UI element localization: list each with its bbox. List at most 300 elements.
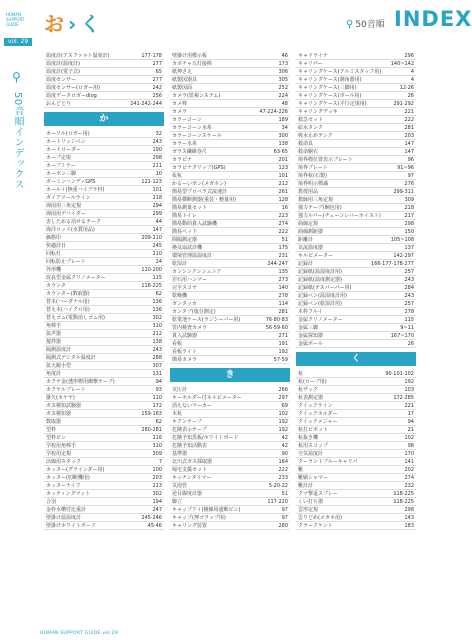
entry-name: 曲線定規 xyxy=(298,221,319,227)
entry-name: 看板ライト xyxy=(172,349,197,355)
entry-page: 257 xyxy=(404,301,414,307)
index-column-2 xyxy=(170,52,290,530)
entry-page: 203 xyxy=(404,133,414,139)
entry-name: カラビナグリップ(GPS) xyxy=(172,165,226,171)
entry-name: 距離計 xyxy=(298,237,314,243)
entry-page: 284 xyxy=(404,285,414,291)
entry-page: 150 xyxy=(404,229,414,235)
entry-name: 管内検査カメラ xyxy=(172,325,208,331)
index-entry xyxy=(170,442,290,450)
index-entry xyxy=(296,466,416,474)
index-entry xyxy=(170,434,290,442)
index-column-3 xyxy=(296,52,416,530)
entry-page: 302 xyxy=(152,315,162,321)
entry-name: 気泡管 xyxy=(172,483,188,489)
entry-name: 害しためる消せるテーク xyxy=(46,219,102,225)
entry-page: 306 xyxy=(278,69,288,75)
entry-name: 簡易カメラ xyxy=(172,357,198,363)
entry-page: 261 xyxy=(278,189,288,195)
index-entry xyxy=(296,228,416,236)
index-entry xyxy=(296,268,416,276)
index-entry xyxy=(296,196,416,204)
entry-page: 159·163 xyxy=(141,411,162,417)
entry-name: カラーコーン xyxy=(172,117,202,123)
entry-name: 金属探知器 xyxy=(298,333,324,339)
entry-page: 201 xyxy=(278,157,288,163)
entry-name: 危険表示テープ xyxy=(172,427,207,433)
entry-page: 298 xyxy=(404,507,414,513)
index-entry xyxy=(170,308,290,316)
entry-page: 65 xyxy=(155,69,162,75)
entry-name: 逆目緯度計器 xyxy=(172,491,203,497)
entry-name: カンタブ(塩分測定) xyxy=(172,309,216,315)
index-entry xyxy=(296,426,416,434)
list-group-ki-cont xyxy=(296,52,416,348)
entry-page: 103 xyxy=(404,387,414,393)
entry-page: 100 xyxy=(152,467,162,473)
entry-name: 替え木(ハイクロ用) xyxy=(46,307,90,313)
entry-name: 学校用定規 xyxy=(46,451,72,457)
entry-page: 44 xyxy=(155,219,162,225)
entry-name: 境界杭(石製) xyxy=(298,173,327,179)
entry-name: 温度計(電子式) xyxy=(46,69,80,75)
entry-page: 42 xyxy=(281,435,288,441)
entry-name: 型枠 xyxy=(46,427,57,433)
entry-name: 拡声器 xyxy=(46,331,62,337)
entry-name: 簡易ベッド xyxy=(172,229,198,235)
order-text: 50音順 xyxy=(355,20,385,30)
index-entry xyxy=(44,274,164,282)
entry-name: 看板 xyxy=(172,341,183,347)
index-entry xyxy=(170,252,290,260)
index-entry xyxy=(170,60,290,68)
entry-page: 274 xyxy=(404,475,414,481)
entry-name: キャップ(押ゴラップ用) xyxy=(172,515,226,521)
entry-page: 97 xyxy=(281,515,288,521)
entry-name: 杭ザック xyxy=(298,387,318,393)
entry-page: 192 xyxy=(278,419,288,425)
index-entry xyxy=(296,164,416,172)
entry-name: カクヤ金(透形標用衝撃テープ) xyxy=(46,379,115,385)
list-group-on xyxy=(44,52,164,108)
entry-page: 34 xyxy=(281,125,288,131)
index-entry xyxy=(170,172,290,180)
index-entry xyxy=(296,498,416,506)
index-entry xyxy=(44,68,164,76)
index-entry xyxy=(44,138,164,146)
index-entry xyxy=(296,108,416,116)
index-entry xyxy=(170,124,290,132)
index-entry xyxy=(296,188,416,196)
index-entry xyxy=(170,100,290,108)
index-entry xyxy=(44,100,164,108)
entry-page: 299·311 xyxy=(393,189,414,195)
index-entry xyxy=(296,482,416,490)
index-entry xyxy=(170,394,290,402)
kana-end: く xyxy=(80,12,105,36)
index-entry xyxy=(170,522,290,530)
entry-page: 170 xyxy=(404,451,414,457)
entry-page: 203 xyxy=(152,475,162,481)
entry-page: 266 xyxy=(278,387,288,393)
entry-name: クイックライン xyxy=(298,403,333,409)
index-entry xyxy=(44,178,164,186)
index-entry xyxy=(44,218,164,226)
index-entry xyxy=(296,292,416,300)
entry-page: 222 xyxy=(404,117,414,123)
entry-page: 115 xyxy=(404,317,414,323)
entry-name: 紙押さえ xyxy=(172,69,193,75)
entry-name: 海図用三角定規 xyxy=(46,203,82,209)
entry-page: 141 xyxy=(404,459,414,465)
entry-page: 212 xyxy=(152,331,162,337)
entry-page: 110 xyxy=(152,395,162,401)
entry-page: 21 xyxy=(407,427,414,433)
entry-name: ガラス繊維巻尺 xyxy=(172,149,207,155)
index-entry xyxy=(170,340,290,348)
entry-page: 278 xyxy=(404,309,414,315)
index-entry xyxy=(170,300,290,308)
index-entry xyxy=(170,228,290,236)
entry-name: 給水タンク xyxy=(298,125,323,131)
entry-name: 価格印 xyxy=(46,235,62,241)
entry-name: 合羽 xyxy=(46,499,57,505)
entry-name: 学校用角棒手 xyxy=(46,443,77,449)
index-entry xyxy=(296,506,416,514)
entry-name: キルビメーター xyxy=(298,253,333,259)
index-entry xyxy=(44,514,164,522)
entry-name: 救急セット xyxy=(298,117,324,123)
index-entry xyxy=(44,402,164,410)
entry-name: 紙製図面 xyxy=(172,85,193,91)
entry-name: キャリングケース(測角器用) xyxy=(298,77,362,83)
entry-name: 快適計日 xyxy=(46,243,67,249)
entry-name: キッチンタイマー xyxy=(172,475,212,481)
entry-name: 温度センサー xyxy=(46,77,77,83)
entry-name: おんどとり xyxy=(46,101,72,107)
index-entry xyxy=(296,244,416,252)
index-entry xyxy=(296,442,416,450)
entry-name: 壁掛け用標示板 xyxy=(172,53,208,59)
list-group-ki xyxy=(170,386,290,530)
index-entry xyxy=(44,322,164,330)
entry-name: くい打ち器 xyxy=(298,499,324,505)
index-entry xyxy=(296,370,416,378)
entry-page: 138 xyxy=(278,141,288,147)
section-header-ki: き xyxy=(170,368,290,382)
index-entry xyxy=(44,52,164,60)
entry-page: 243 xyxy=(404,293,414,299)
index-entry xyxy=(170,276,290,284)
entry-page: 309 xyxy=(152,451,162,457)
entry-name: 杭 xyxy=(298,371,304,377)
index-entry xyxy=(44,170,164,178)
entry-page: 247 xyxy=(152,507,162,513)
index-entry xyxy=(296,220,416,228)
index-entry xyxy=(170,92,290,100)
entry-page: 280 xyxy=(278,523,288,529)
entry-name: 杭抜き機 xyxy=(298,435,319,441)
entry-page: 307 xyxy=(152,363,162,369)
kana-start: お xyxy=(44,12,68,36)
entry-name: 金属ポール xyxy=(298,341,323,347)
entry-name: 簡易測量セット xyxy=(172,205,208,211)
entry-page: 118·225 xyxy=(141,283,162,289)
index-entry xyxy=(296,116,416,124)
index-entry xyxy=(296,180,416,188)
entry-name: 壁掛けホワイトボード xyxy=(46,523,96,529)
index-entry xyxy=(170,450,290,458)
entry-page: 136 xyxy=(152,307,162,313)
index-entry xyxy=(170,148,290,156)
entry-page: 51 xyxy=(281,237,288,243)
entry-page: 173 xyxy=(278,61,288,67)
entry-page: 305 xyxy=(278,77,288,83)
index-entry xyxy=(296,474,416,482)
entry-page: 135 xyxy=(278,269,288,275)
side-vertical-title: 50音順インデックス xyxy=(12,92,23,190)
entry-name: 角度計 xyxy=(46,371,62,377)
entry-page: 222 xyxy=(278,467,288,473)
entry-page: 32 xyxy=(155,131,162,137)
entry-page: 183 xyxy=(404,523,414,529)
index-entry xyxy=(44,474,164,482)
entry-page: 137 xyxy=(404,245,414,251)
entry-name: 危険予知黒板/ホワイトボード xyxy=(172,435,239,441)
entry-name: 気圧計 xyxy=(172,387,188,393)
entry-name: カッターナイフ xyxy=(46,483,81,489)
footer: HUMAN SUPPORT GUIDE vol.29 xyxy=(40,631,119,636)
index-entry xyxy=(296,522,416,530)
index-entry xyxy=(44,84,164,92)
entry-name: 海図用デバイダー xyxy=(46,211,86,217)
entry-page: 222 xyxy=(278,229,288,235)
entry-page: 274 xyxy=(278,221,288,227)
entry-name: 乾湿計 xyxy=(172,261,188,267)
entry-page: 280·281 xyxy=(141,427,162,433)
entry-page: 218 xyxy=(152,195,162,201)
index-entry xyxy=(296,514,416,522)
entry-name: カウンター(数取器) xyxy=(46,291,90,297)
entry-page: 277 xyxy=(152,77,162,83)
index-entry xyxy=(170,116,290,124)
index-entry xyxy=(44,266,164,274)
index-entry xyxy=(44,234,164,242)
index-entry xyxy=(44,314,164,322)
entry-page: 117·220 xyxy=(267,499,288,505)
entry-page: 211 xyxy=(152,163,162,169)
index-entry xyxy=(296,386,416,394)
index-entry xyxy=(170,268,290,276)
entry-name: ガス検知試験器 xyxy=(46,403,82,409)
entry-page: 128 xyxy=(278,197,288,203)
index-entry xyxy=(44,210,164,218)
index-entry xyxy=(296,300,416,308)
entry-page: 192 xyxy=(278,427,288,433)
entry-page: 278 xyxy=(278,293,288,299)
index-entry xyxy=(170,132,290,140)
index-entry xyxy=(44,60,164,68)
index-entry xyxy=(170,410,290,418)
entry-name: ガイアツールライン xyxy=(46,195,91,201)
entry-name: 替えゴム(電動消しゴム用) xyxy=(46,315,105,321)
entry-page: 42 xyxy=(281,443,288,449)
index-entry xyxy=(170,356,290,364)
entry-page: 147 xyxy=(404,141,414,147)
index-entry xyxy=(170,220,290,228)
side-tab-title: HUMAN SUPPORT GUIDE xyxy=(6,12,25,27)
entry-page: 281 xyxy=(278,309,288,315)
index-entry xyxy=(44,394,164,402)
index-entry xyxy=(296,84,416,92)
index-column-1 xyxy=(44,52,164,530)
section-header-ka: か xyxy=(44,112,164,126)
entry-page: 63·65 xyxy=(273,149,288,155)
entry-name: 回転防止プレート xyxy=(46,259,86,265)
entry-name: 乾燥機 xyxy=(172,293,188,299)
entry-name: 救命具 xyxy=(298,141,314,147)
entry-page: 194 xyxy=(152,499,162,505)
index-entry xyxy=(296,340,416,348)
index-entry xyxy=(44,242,164,250)
entry-name: 乾電池ケース(ラジシーバー用) xyxy=(172,317,241,323)
index-entry xyxy=(170,466,290,474)
entry-name: キャドライナ xyxy=(298,53,328,59)
entry-name: 杭用スコップ xyxy=(298,443,328,449)
index-entry xyxy=(44,386,164,394)
index-entry xyxy=(44,154,164,162)
index-entry xyxy=(296,284,416,292)
entry-page: 252 xyxy=(278,85,288,91)
kana-range xyxy=(44,8,104,37)
index-entry xyxy=(296,148,416,156)
index-entry xyxy=(296,140,416,148)
entry-name: 木枠フルイ xyxy=(298,309,323,315)
index-entry xyxy=(170,140,290,148)
index-entry xyxy=(44,306,164,314)
index-entry xyxy=(44,298,164,306)
entry-name: 簡易動的貫入試験機 xyxy=(172,221,218,227)
entry-name: カメ棒 xyxy=(172,101,188,107)
index-entry xyxy=(44,498,164,506)
entry-name: 消えないマーカー xyxy=(172,403,212,409)
entry-name: 強力ルパー(チェーンレバーホイスト) xyxy=(298,213,381,219)
index-entry xyxy=(170,348,290,356)
index-entry xyxy=(170,458,290,466)
magnifier-icon: ⚲ xyxy=(346,19,354,30)
entry-name: 回転灯 xyxy=(46,251,62,257)
entry-page: 172 xyxy=(152,403,162,409)
index-entry xyxy=(44,522,164,530)
entry-page: 302 xyxy=(152,491,162,497)
index-entry xyxy=(170,386,290,394)
entry-name: 靴計計 xyxy=(298,483,314,489)
entry-page: 167~170 xyxy=(390,333,414,339)
entry-page: 294 xyxy=(152,203,162,209)
index-entry xyxy=(170,490,290,498)
entry-name: 温度計(アスファルト温度計) xyxy=(46,53,110,59)
entry-name: 活線用スタック xyxy=(46,459,82,465)
entry-page: 309 xyxy=(404,197,414,203)
entry-name: 替木(ハーダナル用) xyxy=(46,299,90,305)
entry-page: 5·20·22 xyxy=(268,483,288,489)
page-header xyxy=(36,0,472,44)
index-entry xyxy=(296,52,416,60)
entry-name: カッター(グラインダー用) xyxy=(46,467,105,473)
entry-name: 撹拌器 xyxy=(46,339,62,345)
entry-name: キクンテーブ xyxy=(172,419,202,425)
entry-name: カウンタ xyxy=(46,283,66,289)
index-entry xyxy=(296,402,416,410)
entry-page: 242 xyxy=(152,85,162,91)
index-entry xyxy=(296,236,416,244)
entry-page: 291·292 xyxy=(393,101,414,107)
entry-name: 完全スコヤ xyxy=(172,285,198,291)
entry-name: 空気温度計 xyxy=(298,451,324,457)
index-entry xyxy=(170,498,290,506)
list-group-ku xyxy=(296,370,416,530)
entry-name: 貫入試験器 xyxy=(172,333,198,339)
entry-name: 金属三脚 xyxy=(298,325,319,331)
entry-page: 90·101·102 xyxy=(385,371,414,377)
index-entry xyxy=(44,378,164,386)
entry-page: 101 xyxy=(152,187,162,193)
entry-name: カラー水糸 xyxy=(172,141,198,147)
index-entry xyxy=(44,202,164,210)
entry-page: 26 xyxy=(407,93,414,99)
index-entry xyxy=(296,156,416,164)
search-icon: ⚲ xyxy=(12,70,21,84)
entry-name: 杭表測定器 xyxy=(298,395,324,401)
index-entry xyxy=(44,130,164,138)
index-entry xyxy=(170,188,290,196)
entry-page: 310 xyxy=(152,443,162,449)
entry-page: 244·247 xyxy=(267,261,288,267)
entry-page: 93 xyxy=(155,387,162,393)
entry-name: カードローダー xyxy=(46,147,82,153)
entry-name: 気流温度器 xyxy=(298,245,324,251)
index-entry xyxy=(170,324,290,332)
entry-page: 221 xyxy=(404,109,414,115)
entry-page: 24 xyxy=(155,259,162,265)
entry-name: キャリングケース(三脚用) xyxy=(298,85,357,91)
entry-page: 271 xyxy=(278,333,288,339)
index-entry xyxy=(44,194,164,202)
entry-name: 仮杭 xyxy=(172,173,183,179)
entry-page: 210 xyxy=(152,251,162,257)
entry-name: 外形機 xyxy=(46,267,62,273)
entry-name: 数取器 xyxy=(46,419,62,425)
entry-name: クーラントブルーキャリパ xyxy=(298,459,358,465)
entry-name: カッター(切断機用) xyxy=(46,475,90,481)
entry-name: キャリングケース(アルミスタッフ用) xyxy=(298,69,382,75)
entry-name: 簡易トイレ xyxy=(172,213,197,219)
entry-page: 94 xyxy=(407,419,414,425)
entry-name: 強力テープ(梱包用) xyxy=(298,205,342,211)
index-entry xyxy=(296,76,416,84)
entry-page: 45·46 xyxy=(147,523,162,529)
entry-page: 217 xyxy=(404,213,414,219)
index-entry xyxy=(170,156,290,164)
entry-page: 4 xyxy=(410,69,414,75)
index-entry xyxy=(296,132,416,140)
entry-name: 雲形定規 xyxy=(298,507,319,513)
entry-page: 298 xyxy=(404,221,414,227)
index-entry xyxy=(170,52,290,60)
index-entry xyxy=(44,410,164,418)
entry-page: 256 xyxy=(152,93,162,99)
entry-page: 118·225 xyxy=(393,499,414,505)
